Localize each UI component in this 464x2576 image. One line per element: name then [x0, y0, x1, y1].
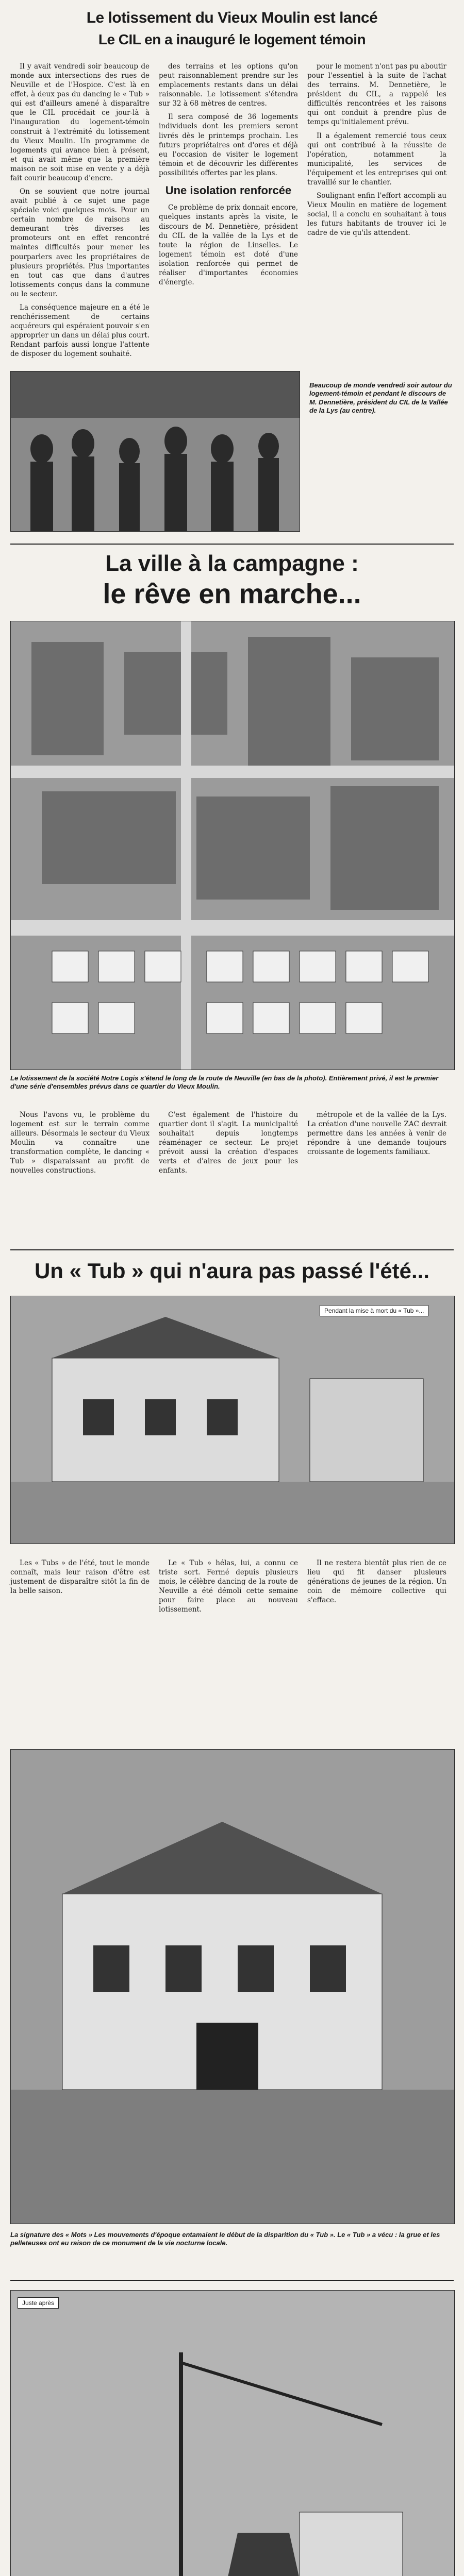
- article-tub: [0, 1255, 464, 2275]
- article2-col1: Nous l'avons vu, le problème du logement est sur le terrain comme ailleurs. Désormais le secteur du Vieux Moulin va connaître une transformation complète, le dancing « Tub » disparaissant au profit de nouvelles constructions.: [10, 1111, 150, 1175]
- article1-title: Le lotissement du Vieux Moulin est lancé: [86, 9, 378, 26]
- article3-col1: Les « Tubs » de l'été, tout le monde connaît, mais leur raison d'être est justement de disparaître sitôt la fin de la belle saison.: [10, 1559, 150, 1596]
- article3-col3: Il ne restera bientôt plus rien de ce lieu qui fit danser plusieurs générations de jeunes de la région. Un coin de mémoire collective qui s'efface.: [307, 1559, 446, 1605]
- article-ville-campagne: [0, 549, 464, 1244]
- divider: [10, 544, 454, 545]
- aerial-caption: Le lotissement de la société Notre Logis s'étend le long de la route de Neuville (en bas de la photo). Entièrement privé, il est le premier d'une série d'ensembles prévus dans ce quartier du Vieux Moulin.: [10, 1074, 439, 1091]
- tub-tag: Pendant la mise à mort du « Tub »...: [320, 1305, 428, 1316]
- divider: [10, 2280, 454, 2281]
- article2-col3: métropole et de la vallée de la Lys. La création d'une nouvelle ZAC devrait permettre dans les années à venir de répondre à une demande toujours croissante de logements familiaux.: [307, 1111, 446, 1157]
- article1-col1: Il y avait vendredi soir beaucoup de monde aux intersections des rues de Neuville et de l'Hospice. C'est là en effet, à deux pas du dancing le « Tub » qui est d'ailleurs amené à disparaître que le CIL procédait ce jour-là à l'inauguration du logement-témoin construit à l'extrémité du lotissement du Vieux Moulin. Un programme de logements qui avance bien à présent, et qui avait même que la première maison ne soit mise en vente y a déjà fait courir beaucoup d'encre. On se souvient que notre journal avait publié à ce sujet une page spéciale voici quelques mois. Pour un certain nombre de raisons au demeurant très diverses les promoteurs ont en effet rencontré maintes difficultés pour mener les pourparlers avec les propriétaires de plusieurs propriétés. Plus importantes en tout cas que dans d'autres lotissements conçus dans la commune ou le secteur. La conséquence majeure en a été le renchérissement de certains acquéreurs qui espéraient pouvoir s'en approprier un dans un délai plus court. Rendant parfois aussi longue l'attente de disposer du logement souhaité.: [10, 62, 150, 359]
- article1-col3: pour le moment n'ont pas pu aboutir pour l'essentiel à la suite de l'achat des terrains. M. Dennetière, le président du CIL, a rappelé les difficultés rencontrées et les raisons qui ont conduit à prendre plus de temps qu'initialement prévu. Il a également remercié tous ceux qui ont contribué à la réussite de l'opération, notamment la municipalité, les services de l'équipement et les entreprises qui ont travaillé sur le chantier. Soulignant enfin l'effort accompli au Vieux Moulin en matière de logement social, il a conclu en souhaitant à tous les futurs habitants de trouver ici le cadre de vie qu'ils attendent.: [307, 62, 446, 238]
- construction-photo: [10, 2290, 455, 2576]
- article2-title: La ville à la campagne :: [105, 551, 359, 576]
- divider: [10, 1249, 454, 1250]
- aerial-photo: [10, 621, 455, 1070]
- isolation-head: Une isolation renforcée: [165, 183, 292, 197]
- article1-subtitle: Le CIL en a inauguré le logement témoin: [98, 31, 366, 47]
- article-halte-la: [0, 2285, 464, 2576]
- article3-title: Un « Tub » qui n'aura pas passé l'été...: [34, 1259, 430, 1283]
- article2-col2: C'est également de l'histoire du quartier dont il s'agit. La municipalité souhaitait depuis longtemps réaménager ce secteur. Le projet prévoit aussi la création d'espaces verts et d'aires de jeux pour les enfants.: [159, 1111, 298, 1175]
- tub-caption: La signature des « Mots » Les mouvements d'époque entamaient le début de la disparition du « Tub ». Le « Tub » a vécu : la grue et les pelleteuses ont eu raison de ce monument de la vie nocturne locale.: [10, 2231, 440, 2247]
- tub-demolition-photo: [10, 1749, 455, 2224]
- article-vieux-moulin: [0, 0, 464, 541]
- crowd-photo: [10, 371, 300, 532]
- article1-col2: des terrains et les options qu'on peut raisonnablement prendre sur les emplacements restants dans un délai raisonnable. Le lotissement s'étendra sur 32 à 68 mètres de centres. Il sera composé de 36 logements individuels dont les premiers seront livrés dès le printemps prochain. Les futurs propriétaires ont d'ores et déjà eu l'occasion de visiter le logement témoin et de découvrir les différentes possibilités offertes par les plans. Une isolation renforcée Ce problème de prix donnait encore, quelques instants après la visite, le discours de M. Dennetière, président du CIL de la vallée de la Lys et de toute la région de Linselles. Le logement témoin est doté d'une isolation renforcée qui permet de réaliser d'importantes économies d'énergie.: [159, 62, 298, 287]
- tub-building-photo: [10, 1296, 455, 1544]
- photo1-caption: Beaucoup de monde vendredi soir autour du logement-témoin et pendant le discours de M. Dennetière, président du CIL de la Vallée de la Lys (au centre).: [309, 381, 452, 414]
- article2-subtitle: le rêve en marche...: [103, 579, 361, 609]
- article3-col2: Le « Tub » hélas, lui, a connu ce triste sort. Fermé depuis plusieurs mois, le célèbre dancing de la route de Neuville a été démoli cette semaine pour faire place au nouveau lotissement.: [159, 1559, 298, 1614]
- juste-apres-tag: Juste après: [18, 2297, 59, 2309]
